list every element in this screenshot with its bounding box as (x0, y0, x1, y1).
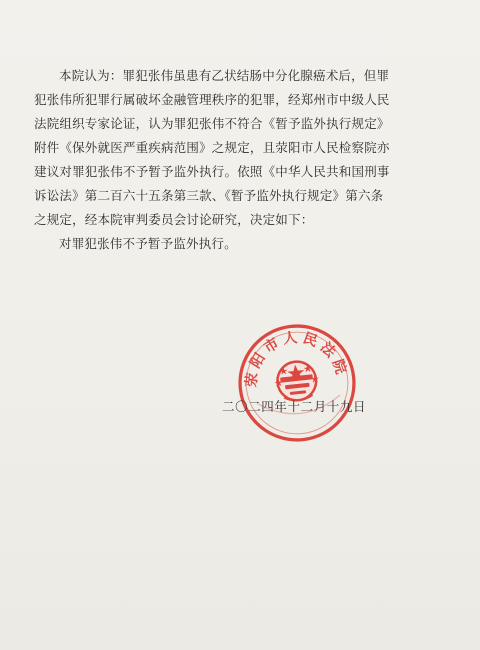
reasoning-line-5: 建议对罪犯张伟不予暂予监外执行。依照《中华人民共和国刑事 (34, 164, 390, 179)
reasoning-line-7: 之规定，经本院审判委员会讨论研究，决定如下： (34, 212, 314, 227)
document-body (34, 64, 448, 256)
reasoning-line-4: 附件《保外就医严重疾病范围》之规定，且荥阳市人民检察院亦 (34, 140, 390, 155)
court-seal (230, 316, 364, 450)
reasoning-line-1: 本院认为：罪犯张伟虽患有乙状结肠中分化腺癌术后，但罪 (59, 68, 390, 83)
seal-text: 荥阳市人民法院 (243, 329, 350, 388)
reasoning-line-6: 诉讼法》第二百六十五条第三款、《暂予监外执行规定》第六条 (34, 188, 384, 203)
reasoning-line-3: 法院组织专家论证，认为罪犯张伟不符合《暂予监外执行规定》 (34, 116, 390, 131)
reasoning-line-2: 犯张伟所犯罪行属破坏金融管理秩序的犯罪，经郑州市中级人民 (34, 92, 390, 107)
decision-text: 对罪犯张伟不予暂予监外执行。 (59, 236, 237, 251)
issue-date: 二〇二四年十二月十九日 (222, 399, 367, 414)
